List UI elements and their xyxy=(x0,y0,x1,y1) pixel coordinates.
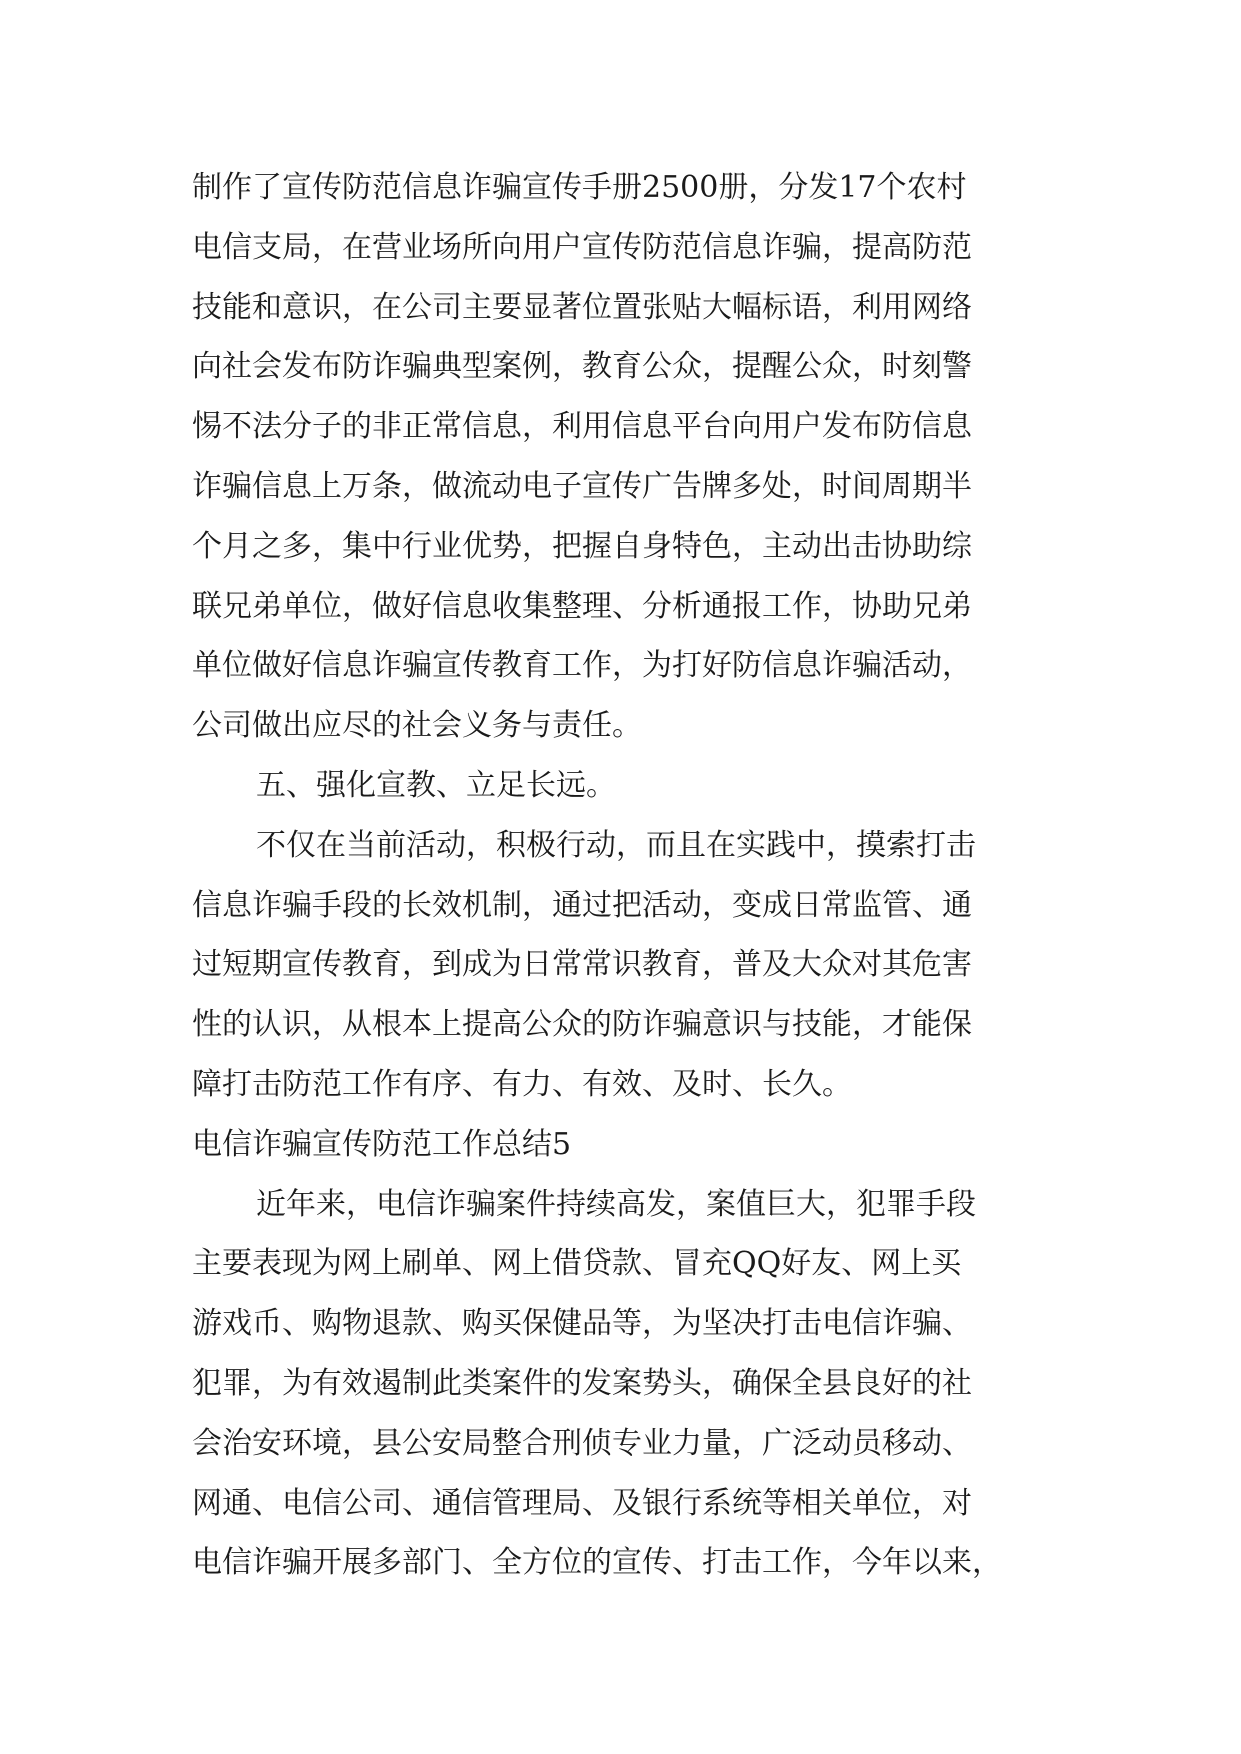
text-line: 主要表现为网上刷单、网上借贷款、冒充QQ好友、网上买 xyxy=(192,1246,962,1282)
text-line: 网通、电信公司、通信管理局、及银行系统等相关单位，对 xyxy=(192,1485,972,1521)
section-heading: 五、强化宣教、立足长远。 xyxy=(256,767,616,803)
text-line: 障打击防范工作有序、有力、有效、及时、长久。 xyxy=(192,1066,852,1102)
document-body xyxy=(192,158,1072,1593)
text-line: 犯罪，为有效遏制此类案件的发案势头，确保全县良好的社 xyxy=(192,1365,972,1401)
text-line: 不仅在当前活动，积极行动，而且在实践中，摸索打击 xyxy=(256,827,976,863)
text-line: 信息诈骗手段的长效机制，通过把活动，变成日常监管、通 xyxy=(192,887,972,923)
text-line: 诈骗信息上万条，做流动电子宣传广告牌多处，时间周期半 xyxy=(192,468,972,504)
text-line: 单位做好信息诈骗宣传教育工作，为打好防信息诈骗活动， xyxy=(192,648,972,684)
text-line: 惕不法分子的非正常信息，利用信息平台向用户发布防信息 xyxy=(192,409,972,445)
text-line: 过短期宣传教育，到成为日常常识教育，普及大众对其危害 xyxy=(192,947,972,983)
text-line: 制作了宣传防范信息诈骗宣传手册2500册，分发17个农村 xyxy=(192,170,967,205)
text-line: 会治安环境，县公安局整合刑侦专业力量，广泛动员移动、 xyxy=(192,1425,972,1461)
text-line: 近年来，电信诈骗案件持续高发，案值巨大，犯罪手段 xyxy=(256,1186,976,1222)
text-line: 个月之多，集中行业优势，把握自身特色，主动出击协助综 xyxy=(192,528,972,564)
text-line: 技能和意识，在公司主要显著位置张贴大幅标语，利用网络 xyxy=(192,289,972,325)
text-line: 性的认识，从根本上提高公众的防诈骗意识与技能，才能保 xyxy=(192,1007,972,1043)
text-line: 向社会发布防诈骗典型案例，教育公众，提醒公众，时刻警 xyxy=(192,349,972,385)
text-line: 游戏币、购物退款、购买保健品等，为坚决打击电信诈骗、 xyxy=(192,1306,972,1342)
text-line: 联兄弟单位，做好信息收集整理、分析通报工作，协助兄弟 xyxy=(192,588,972,624)
text-line: 电信支局，在营业场所向用户宣传防范信息诈骗，提高防范 xyxy=(192,229,972,265)
article-title: 电信诈骗宣传防范工作总结5 xyxy=(192,1126,572,1162)
text-line: 电信诈骗开展多部门、全方位的宣传、打击工作，今年以来， xyxy=(192,1545,1002,1581)
text-line: 公司做出应尽的社会义务与责任。 xyxy=(192,708,642,744)
